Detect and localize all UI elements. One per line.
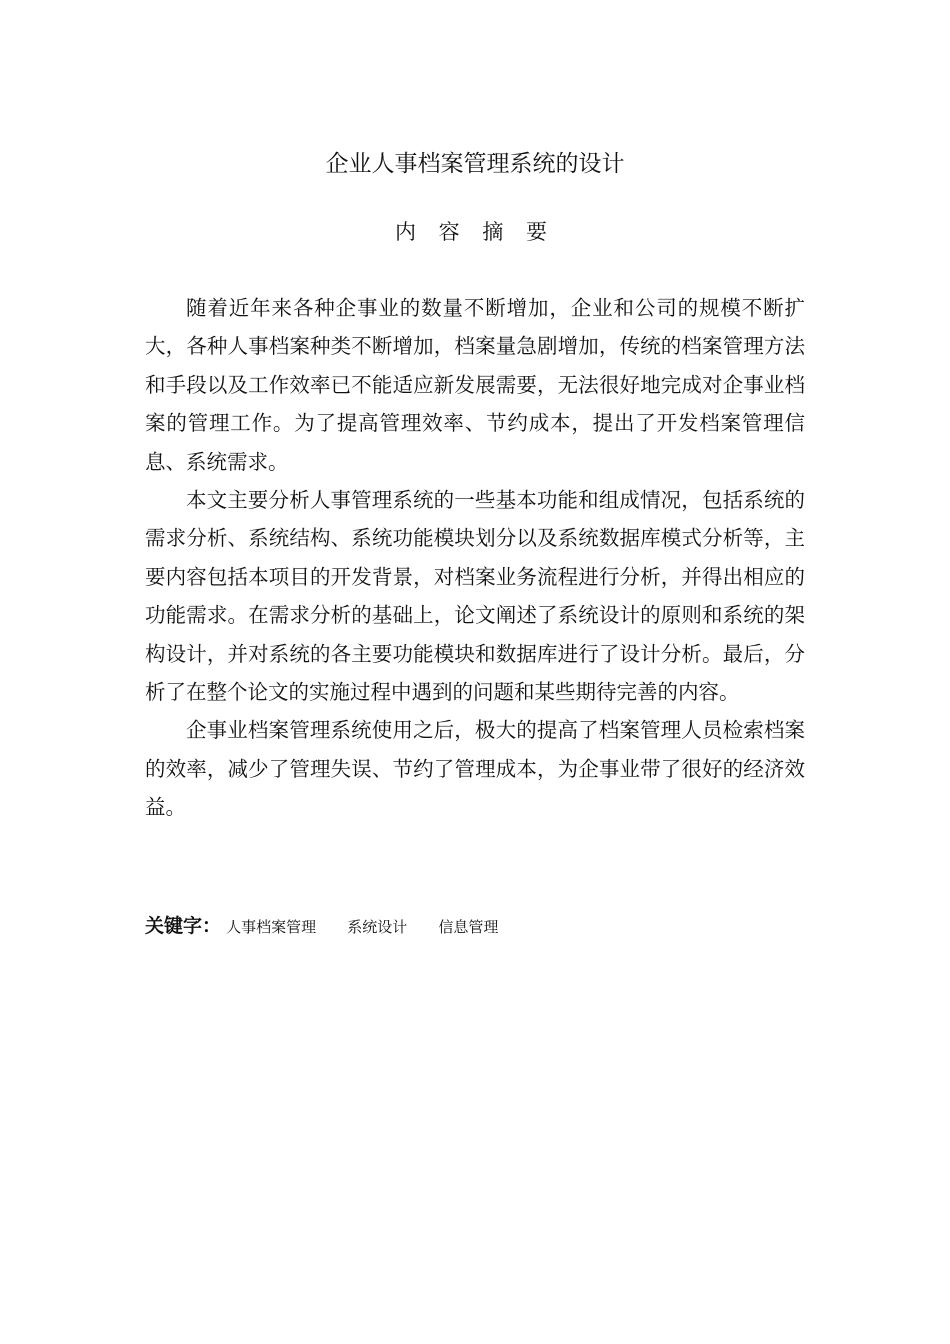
keywords-line: [145, 911, 805, 938]
abstract-paragraph-1: 随着近年来各种企事业的数量不断增加，企业和公司的规模不断扩大，各种人事档案种类不断增加，档案量急剧增加，传统的档案管理方法和手段以及工作效率已不能适应新发展需要，无法很好地完成对企事业档案的管理工作。为了提高管理效率、节约成本，提出了开发档案管理信息、系统需求。: [145, 296, 805, 474]
keyword-1: 人事档案管理: [226, 918, 317, 936]
keywords-label: 关键字：: [145, 915, 222, 937]
abstract-paragraph-2: 本文主要分析人事管理系统的一些基本功能和组成情况，包括系统的需求分析、系统结构、系统功能模块划分以及系统数据库模式分析等，主要内容包括本项目的开发背景，对档案业务流程进行分析，并得出相应的功能需求。在需求分析的基础上，论文阐述了系统设计的原则和系统的架构设计，并对系统的各主要功能模块和数据库进行了设计分析。最后，分析了在整个论文的实施过程中遇到的问题和某些期待完善的内容。: [145, 488, 805, 705]
paper-title: 企业人事档案管理系统的设计: [325, 151, 625, 177]
abstract-heading: 内 容 摘 要: [394, 220, 556, 244]
keyword-3: 信息管理: [438, 918, 499, 936]
abstract-paragraph-3: 企事业档案管理系统使用之后，极大的提高了档案管理人员检索档案的效率，减少了管理失误、节约了管理成本，为企事业带了很好的经济效益。: [145, 718, 805, 820]
abstract-body: [145, 289, 805, 827]
keyword-2: 系统设计: [347, 918, 408, 936]
